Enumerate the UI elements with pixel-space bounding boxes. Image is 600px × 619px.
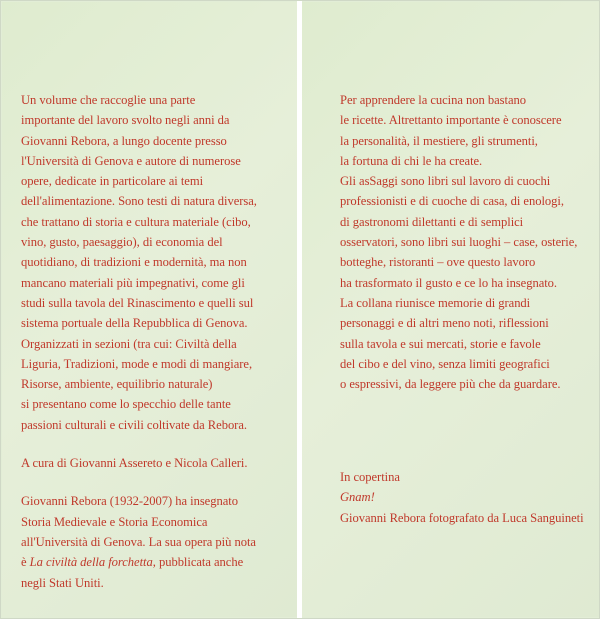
bio-line xyxy=(21,552,257,572)
bio-line: all'Università di Genova. La sua opera più nota xyxy=(21,534,256,549)
right-flap xyxy=(302,2,599,617)
series-line: Per apprendere la cucina non bastano xyxy=(340,93,526,107)
left-flap xyxy=(2,2,297,617)
series-line: professionisti e di cuoche di casa, di enologi, xyxy=(340,194,564,209)
bio-line: negli Stati Uniti. xyxy=(21,575,104,590)
series-description xyxy=(340,90,577,394)
editors-credit: A cura di Giovanni Assereto e Nicola Calleri. xyxy=(21,456,248,471)
series-line: botteghe, ristoranti – ove questo lavoro xyxy=(340,255,536,270)
description-line: quotidiano, di tradizioni e modernità, ma non xyxy=(21,255,247,270)
description-line: Organizzati in sezioni (tra cui: Civiltà della xyxy=(21,336,237,351)
description-line: si presentano come lo specchio delle tante xyxy=(21,397,231,412)
series-line: osservatori, sono libri sui luoghi – case, osterie, xyxy=(340,235,578,250)
series-line: la personalità, il mestiere, gli strumenti, xyxy=(340,133,538,148)
description-line: Giovanni Rebora, a lungo docente presso xyxy=(21,133,227,148)
cover-label: In copertina xyxy=(340,470,400,484)
cover-credit: Giovanni Rebora fotografato da Luca Sanguineti xyxy=(340,510,584,525)
description-line: opere, dedicate in particolare ai temi xyxy=(21,174,204,189)
description-line: passioni culturali e civili coltivate da Rebora. xyxy=(21,417,247,432)
left-flap-text xyxy=(21,90,257,593)
description-line: vino, gusto, paesaggio), di economia del xyxy=(21,235,223,250)
cover-title: Gnam! xyxy=(340,490,375,505)
bio-work-prefix: è xyxy=(21,555,30,570)
description-line: importante del lavoro svolto negli anni da xyxy=(21,113,230,128)
bio-line: Giovanni Rebora (1932-2007) ha insegnato xyxy=(21,494,238,509)
description-line: Liguria, Tradizioni, mode e modi di mangiare, xyxy=(21,356,253,371)
description-line: Risorse, ambiente, equilibrio naturale) xyxy=(21,377,213,392)
description-line: dell'alimentazione. Sono testi di natura diversa, xyxy=(21,194,257,209)
description-line: sistema portuale della Repubblica di Genova. xyxy=(21,316,248,331)
series-line: personaggi e di altri meno noti, riflessioni xyxy=(340,316,549,331)
series-line: Gli asSaggi sono libri sul lavoro di cuochi xyxy=(340,174,551,189)
series-line: o espressivi, da leggere più che da guardare. xyxy=(340,377,561,392)
description-line: studi sulla tavola del Rinascimento e quelli sul xyxy=(21,295,254,310)
series-line: La collana riunisce memorie di grandi xyxy=(340,295,531,310)
bio-work-suffix: , pubblicata anche xyxy=(152,555,244,570)
cover-credits xyxy=(340,467,584,528)
description-line: che trattano di storia e cultura materiale (cibo, xyxy=(21,214,251,229)
series-line: di gastronomi dilettanti e di semplici xyxy=(340,214,524,229)
bio-work-title: La civiltà della forchetta xyxy=(29,555,153,570)
series-line: le ricette. Altrettanto importante è conoscere xyxy=(340,113,562,128)
description-line: l'Università di Genova e autore di numerose xyxy=(21,153,241,168)
bio-line: Storia Medievale e Storia Economica xyxy=(21,514,208,529)
series-line: ha trasformato il gusto e ce lo ha insegnato. xyxy=(340,275,558,290)
description-line: mancano materiali più impegnativi, come gli xyxy=(21,275,245,290)
description-line: Un volume che raccoglie una parte xyxy=(21,93,196,107)
series-line: la fortuna di chi le ha create. xyxy=(340,153,483,168)
series-line: sulla tavola e sui mercati, storie e favole xyxy=(340,336,541,351)
series-line: del cibo e del vino, senza limiti geografici xyxy=(340,356,550,371)
